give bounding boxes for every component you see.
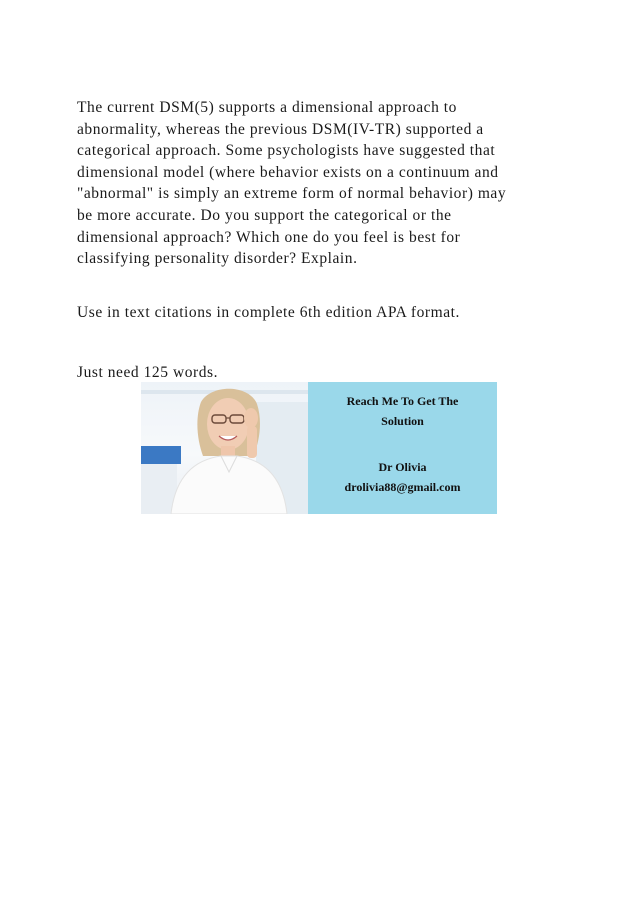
contact-banner xyxy=(141,382,497,514)
word-count-instruction: Just need 125 words. xyxy=(77,364,219,381)
tutor-email: drolivia88@gmail.com xyxy=(344,480,461,494)
question-paragraph: The current DSM(5) supports a dimensional approach to abnormality, whereas the previous DSM(IV-TR) supported a categorical approach. Some psychologists have suggested that dimensional model (where behavior exists on a continuum and "abnormal" is simply an extreme form of normal behavior) may be more accurate. Do you support the categorical or the dimensional approach? Which one do you feel is best for classifying personality disorder? Explain. xyxy=(77,99,507,268)
banner-line-1: Reach Me To Get The xyxy=(346,394,459,408)
tutor-photo xyxy=(141,382,308,514)
citation-instruction: Use in text citations in complete 6th edition APA format. xyxy=(77,304,460,321)
tutor-name: Dr Olivia xyxy=(378,460,427,474)
banner-line-2: Solution xyxy=(381,414,424,428)
contact-info-panel xyxy=(308,382,497,514)
